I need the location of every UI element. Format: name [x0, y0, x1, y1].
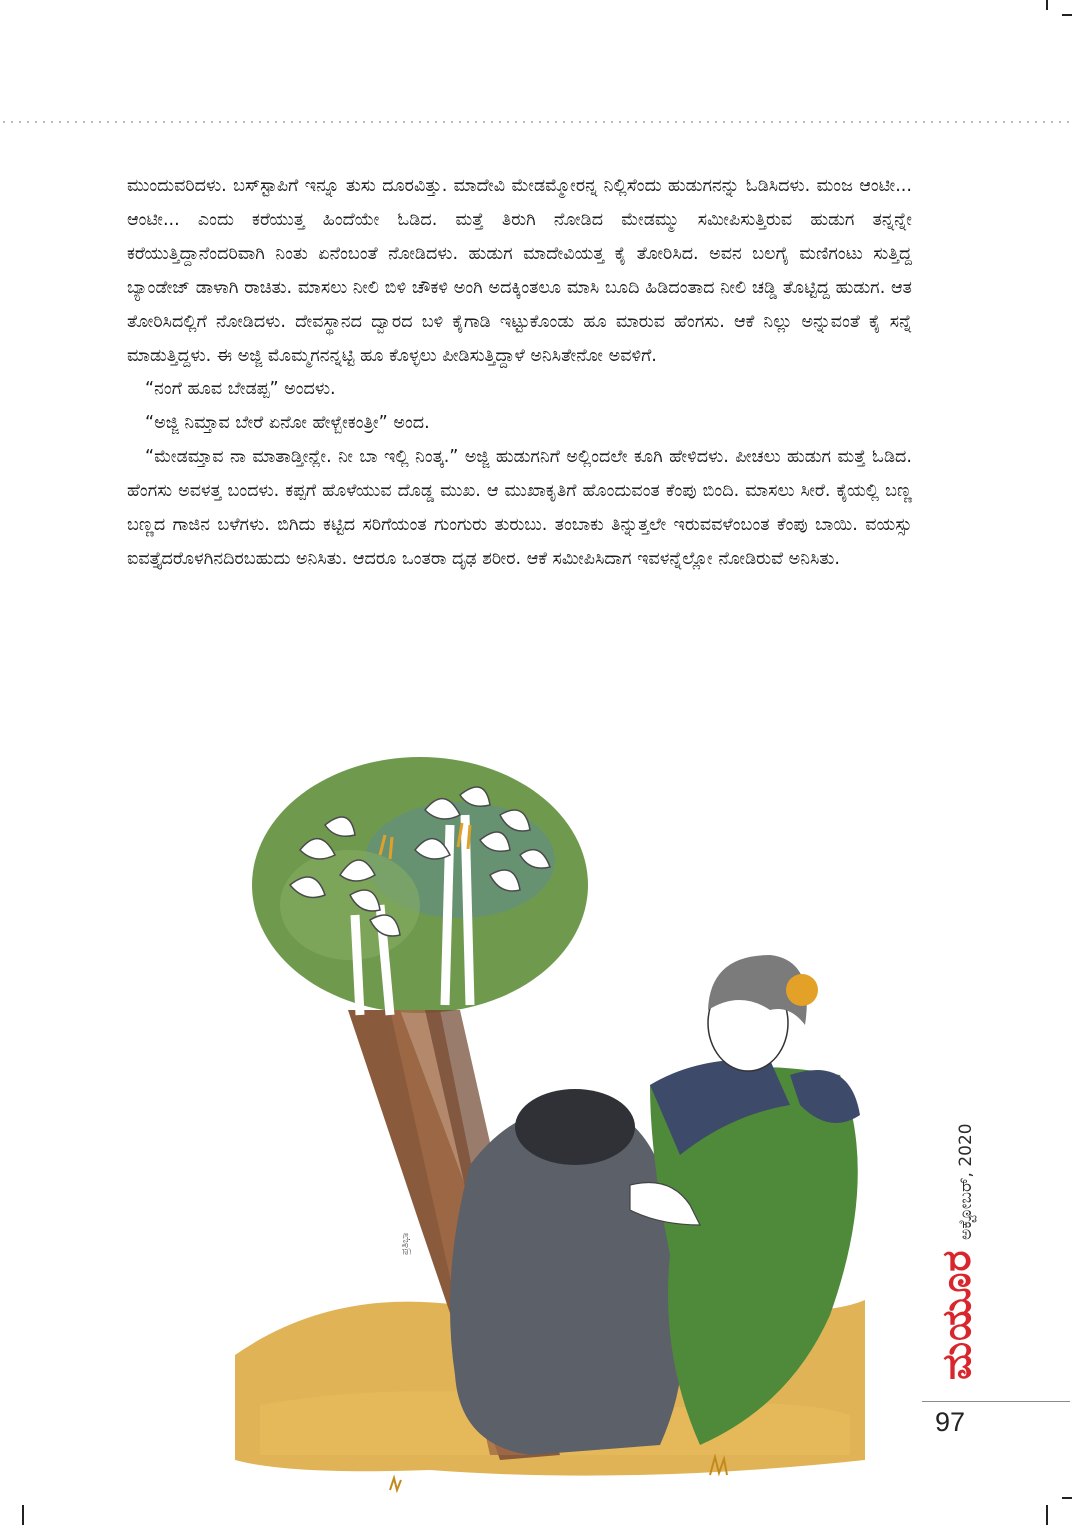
dotted-separator — [0, 121, 1072, 123]
artist-signature: ಪ್ರತಿಭಾ — [400, 1232, 411, 1255]
article-paragraph: “ಮೇಡಮ್ತಾವ ನಾ ಮಾತಾಡ್ತೀನ್ಲೇ. ನೀ ಬಾ ಇಲ್ಲಿ ನಿಂತ್ಕ.” ಅಜ್ಜಿ ಹುಡುಗನಿಗೆ ಅಲ್ಲಿಂದಲೇ ಕೂಗಿ ಹೇಳಿದಳು. ಪೀಚಲು ಹುಡುಗ ಮತ್ತೆ ಓಡಿದ. ಹೆಂಗಸು ಅವಳತ್ತ ಬಂದಳು. ಕಪ್ಪಗೆ ಹೊಳೆಯುವ ದೊಡ್ಡ ಮುಖ. ಆ ಮುಖಾಕೃತಿಗೆ ಹೊಂದುವಂತ ಕೆಂಪು ಬಿಂದಿ. ಮಾಸಲು ಸೀರೆ. ಕೈಯಲ್ಲಿ ಬಣ್ಣ ಬಣ್ಣದ ಗಾಜಿನ ಬಳೆಗಳು. ಬಿಗಿದು ಕಟ್ಟಿದ ಸರಿಗೆಯಂತ ಗುಂಗುರು ತುರುಬು. ತಂಬಾಕು ತಿನ್ನುತ್ತಲೇ ಇರುವವಳೆಂಬಂತ ಕೆಂಪು ಬಾಯಿ. ವಯಸ್ಸು ಐವತ್ತೈದರೊಳಗಿನದಿರಬಹುದು ಅನಿಸಿತು. ಆದರೂ ಒಂತರಾ ದೃಢ ಶರೀರ. ಆಕೆ ಸಮೀಪಿಸಿದಾಗ ಇವಳನ್ನೆಲ್ಲೋ ನೋಡಿರುವೆ ಅನಿಸಿತು. — [127, 447, 912, 569]
article-paragraph: ಮುಂದುವರಿದಳು. ಬಸ್‌ಸ್ಟಾಪಿಗೆ ಇನ್ನೂ ತುಸು ದೂರವಿತ್ತು. ಮಾದೇವಿ ಮೇಡಮ್ಮೋರನ್ನ ನಿಲ್ಲಿಸೆಂದು ಹುಡುಗನನ್ನು ಓಡಿಸಿದಳು. ಮಂಜ ಆಂಟೀ... ಆಂಟೀ... ಎಂದು ಕರೆಯುತ್ತ ಹಿಂದೆಯೇ ಓಡಿದ. ಮತ್ತೆ ತಿರುಗಿ ನೋಡಿದ ಮೇಡಮ್ಮು ಸಮೀಪಿಸುತ್ತಿರುವ ಹುಡುಗ ತನ್ನನ್ನೇ ಕರೆಯುತ್ತಿದ್ದಾನೆಂದರಿವಾಗಿ ನಿಂತು ಏನೆಂಬಂತೆ ನೋಡಿದಳು. ಹುಡುಗ ಮಾದೇವಿಯತ್ತ ಕೈ ತೋರಿಸಿದ. ಅವನ ಬಲಗೈ ಮಣಿಗಂಟು ಸುತ್ತಿದ್ದ ಬ್ಯಾಂಡೇಜ್ ಡಾಳಾಗಿ ರಾಚಿತು. ಮಾಸಲು ನೀಲಿ ಬಿಳಿ ಚೌಕಳಿ ಅಂಗಿ ಅದಕ್ಕಿಂತಲೂ ಮಾಸಿ ಬೂದಿ ಹಿಡಿದಂತಾದ ನೀಲಿ ಚಡ್ಡಿ ತೊಟ್ಟಿದ್ದ ಹುಡುಗ. ಆತ ತೋರಿಸಿದಲ್ಲಿಗೆ ನೋಡಿದಳು. ದೇವಸ್ಥಾನದ ದ್ವಾರದ ಬಳಿ ಕೈಗಾಡಿ ಇಟ್ಟುಕೊಂಡು ಹೂ ಮಾರುವ ಹೆಂಗಸು. ಆಕೆ ನಿಲ್ಲು ಅನ್ನುವಂತೆ ಕೈ ಸನ್ನೆ ಮಾಡುತ್ತಿದ್ದಳು. ಈ ಅಜ್ಜಿ ಮೊಮ್ಮಗನನ್ನಟ್ಟಿ ಹೂ ಕೊಳ್ಳಲು ಪೀಡಿಸುತ್ತಿದ್ದಾಳೆ ಅನಿಸಿತೇನೋ ಅವಳಿಗೆ. — [127, 176, 912, 366]
magazine-title: ಮಯೂರ — [934, 1249, 980, 1380]
crop-mark-right — [1062, 14, 1072, 16]
crop-mark-bottom-left — [22, 1505, 24, 1525]
page-number: 97 — [935, 1407, 966, 1437]
article-paragraph: “ನಂಗೆ ಹೂವ ಬೇಡಪ್ಪ” ಅಂದಳು. — [145, 379, 336, 400]
issue-date: ಅಕ್ಟೋಬರ್, 2020 — [956, 1123, 976, 1240]
article-body — [127, 170, 912, 577]
article-paragraph: “ಅಜ್ಜಿ ನಿಮ್ತಾವ ಬೇರೆ ಏನೋ ಹೇಳ್ಬೇಕಂತ್ರೀ” ಅಂದ. — [145, 413, 430, 434]
crop-mark-top-right — [1046, 0, 1048, 10]
crop-mark-bottom-right-h — [1062, 1497, 1072, 1499]
page-sidebar — [922, 1070, 1070, 1460]
footer-rule — [922, 1401, 1070, 1402]
crop-mark-bottom-right — [1046, 1505, 1048, 1525]
story-illustration — [230, 755, 870, 1505]
